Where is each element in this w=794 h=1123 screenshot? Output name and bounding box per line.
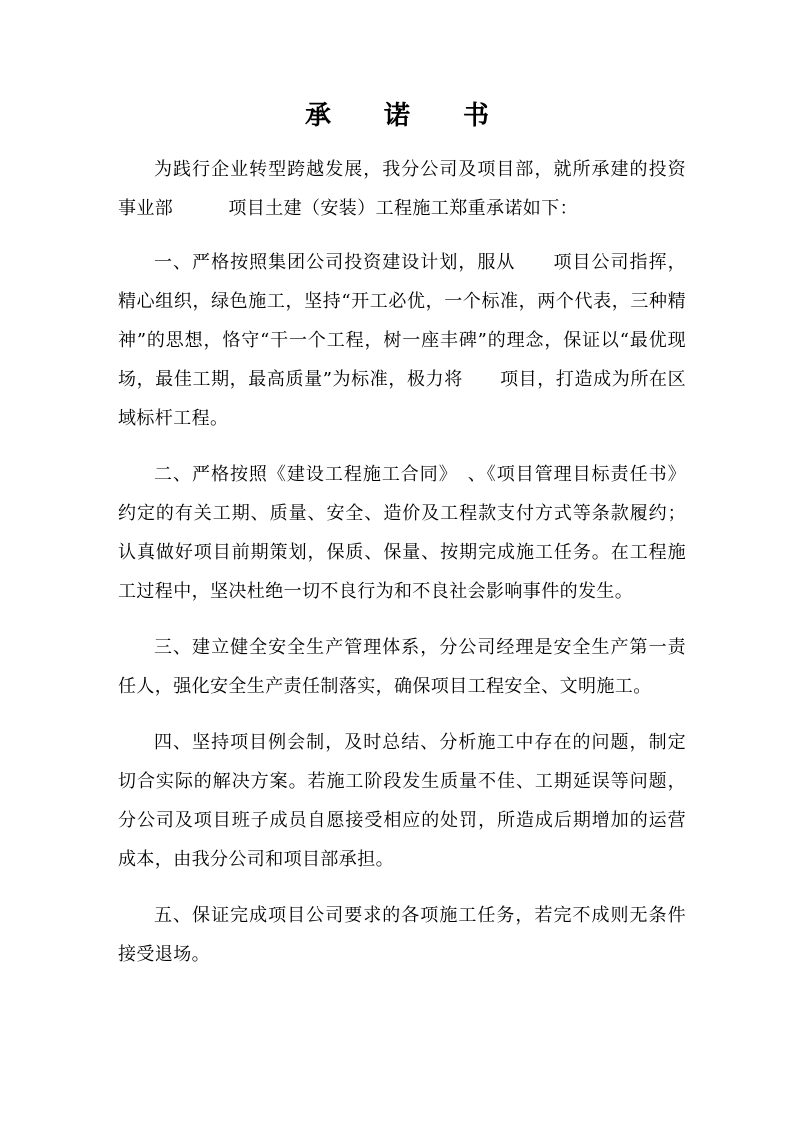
intro-paragraph: 为践行企业转型跨越发展，我分公司及项目部，就所承建的投资事业部 项目土建（安装）工程施工郑重承诺如下： — [118, 159, 686, 219]
commitment-paragraph-1: 一、严格按照集团公司投资建设计划，服从 项目公司指挥，精心组织，绿色施工，坚持“开工必优，一个标准，两个代表，三种精神”的思想，恪守“干一个工程，树一座丰碑”的理念，保证以“最优现场，最佳工期，最高质量”为标准，极力将 项目，打造成为所在区域标杆工程。 — [118, 252, 686, 429]
commitment-paragraph-3: 三、建立健全安全生产管理体系，分公司经理是安全生产第一责任人，强化安全生产责任制落实，确保项目工程安全、文明施工。 — [118, 637, 686, 697]
document-body — [118, 150, 686, 974]
document-title: 承 诺 书 — [304, 101, 512, 131]
commitment-paragraph-4: 四、坚持项目例会制，及时总结、分析施工中存在的问题，制定切合实际的解决方案。若施工阶段发生质量不佳、工期延误等问题，分公司及项目班子成员自愿接受相应的处罚，所造成后期增加的运营成本，由我分公司和项目部承担。 — [118, 732, 686, 870]
commitment-paragraph-5: 五、保证完成项目公司要求的各项施工任务，若完不成则无条件接受退场。 — [118, 905, 686, 965]
commitment-paragraph-2: 二、严格按照《建设工程施工合同》 、《项目管理目标责任书》约定的有关工期、质量、安全、造价及工程款支付方式等条款履约；认真做好项目前期策划，保质、保量、按期完成施工任务。在工程施工过程中，坚决杜绝一切不良行为和不良社会影响事件的发生。 — [118, 464, 686, 602]
